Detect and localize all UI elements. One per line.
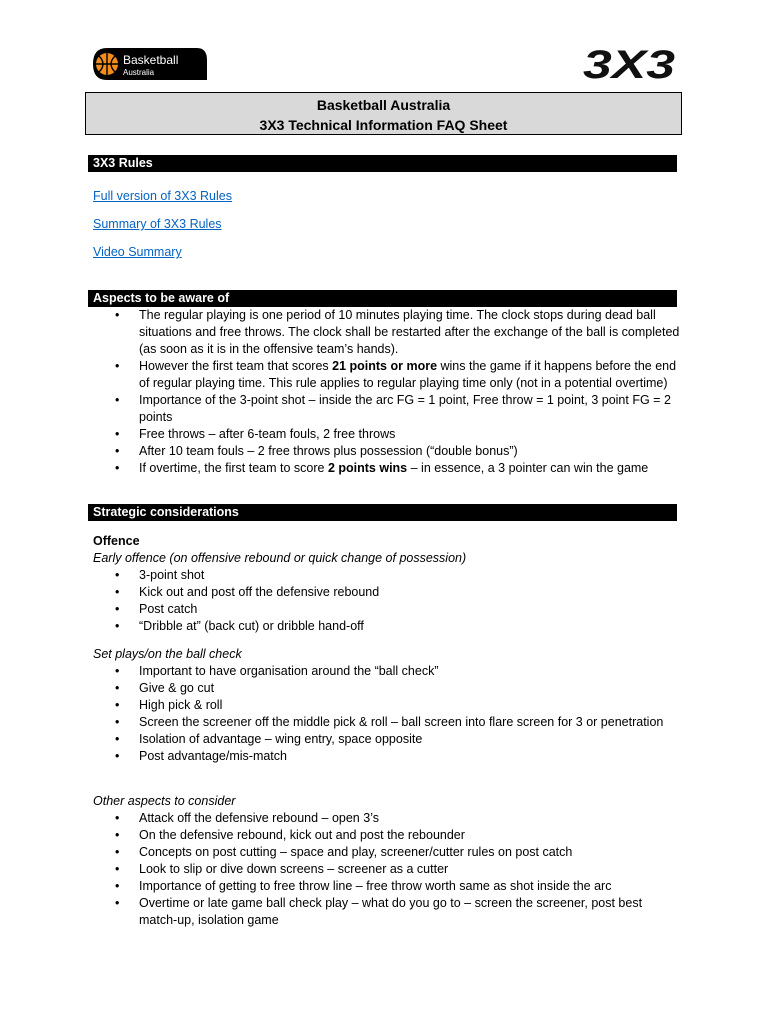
aspects-heading: Aspects to be aware of [88, 290, 677, 307]
list-item: • Look to slip or dive down screens – screener as a cutter [93, 861, 683, 878]
set-plays-list [93, 663, 683, 765]
link-summary-rules[interactable]: Summary of 3X3 Rules [93, 217, 222, 231]
list-item: • Post catch [93, 601, 683, 618]
title-line-1: Basketball Australia [316, 97, 451, 113]
logo-basketball-text: Basketball [123, 53, 179, 67]
logo-3x3-text: 3X3 [583, 43, 675, 81]
list-item: • The regular playing is one period of 10 minutes playing time. The clock stops during dead ball situations and free throws. The clock shall be restarted after the exchange of the ball is completed (as soon as it is in the offensive team’s hands). [93, 307, 683, 358]
early-offence-label: Early offence (on offensive rebound or quick change of possession) [93, 551, 467, 565]
list-item: • Importance of getting to free throw line – free throw worth same as shot inside the arc [93, 878, 683, 895]
list-item: • If overtime, the first team to score 2 points wins – in essence, a 3 pointer can win the game [93, 460, 683, 477]
list-item: • On the defensive rebound, kick out and post the rebounder [93, 827, 683, 844]
list-item: • Overtime or late game ball check play – what do you go to – screen the screener, post best match-up, isolation game [93, 895, 683, 929]
other-aspects-list [93, 810, 683, 929]
list-item: • High pick & roll [93, 697, 683, 714]
title-line-2: 3X3 Technical Information FAQ Sheet [259, 117, 508, 133]
3x3-logo [582, 43, 676, 81]
list-item: • “Dribble at” (back cut) or dribble hand-off [93, 618, 683, 635]
strategic-heading: Strategic considerations [88, 504, 677, 521]
list-item: • Free throws – after 6-team fouls, 2 free throws [93, 426, 683, 443]
list-item: • Isolation of advantage – wing entry, space opposite [93, 731, 683, 748]
list-item: • Give & go cut [93, 680, 683, 697]
link-full-rules[interactable]: Full version of 3X3 Rules [93, 189, 232, 203]
list-item: • 3-point shot [93, 567, 683, 584]
list-item: • However the first team that scores 21 points or more wins the game if it happens before the end of regular playing time. This rule applies to regular playing time only (not in a potential overtime) [93, 358, 683, 392]
basketball-australia-logo [93, 48, 207, 80]
list-item: • After 10 team fouls – 2 free throws plus possession (“double bonus”) [93, 443, 683, 460]
link-video-summary[interactable]: Video Summary [93, 245, 182, 259]
list-item: • Kick out and post off the defensive rebound [93, 584, 683, 601]
other-aspects-label: Other aspects to consider [93, 794, 236, 808]
rules-heading: 3X3 Rules [88, 155, 677, 172]
list-item: • Concepts on post cutting – space and play, screener/cutter rules on post catch [93, 844, 683, 861]
list-item: • Attack off the defensive rebound – open 3’s [93, 810, 683, 827]
list-item: • Post advantage/mis-match [93, 748, 683, 765]
offence-label: Offence [93, 534, 140, 548]
early-offence-list [93, 567, 683, 635]
list-item: • Important to have organisation around the “ball check” [93, 663, 683, 680]
logo-australia-text: Australia [123, 68, 155, 77]
list-item: • Importance of the 3-point shot – inside the arc FG = 1 point, Free throw = 1 point, 3 point FG = 2 points [93, 392, 683, 426]
aspects-list [93, 307, 683, 477]
title-box [85, 92, 682, 135]
set-plays-label: Set plays/on the ball check [93, 647, 242, 661]
list-item: • Screen the screener off the middle pick & roll – ball screen into flare screen for 3 or penetration [93, 714, 683, 731]
